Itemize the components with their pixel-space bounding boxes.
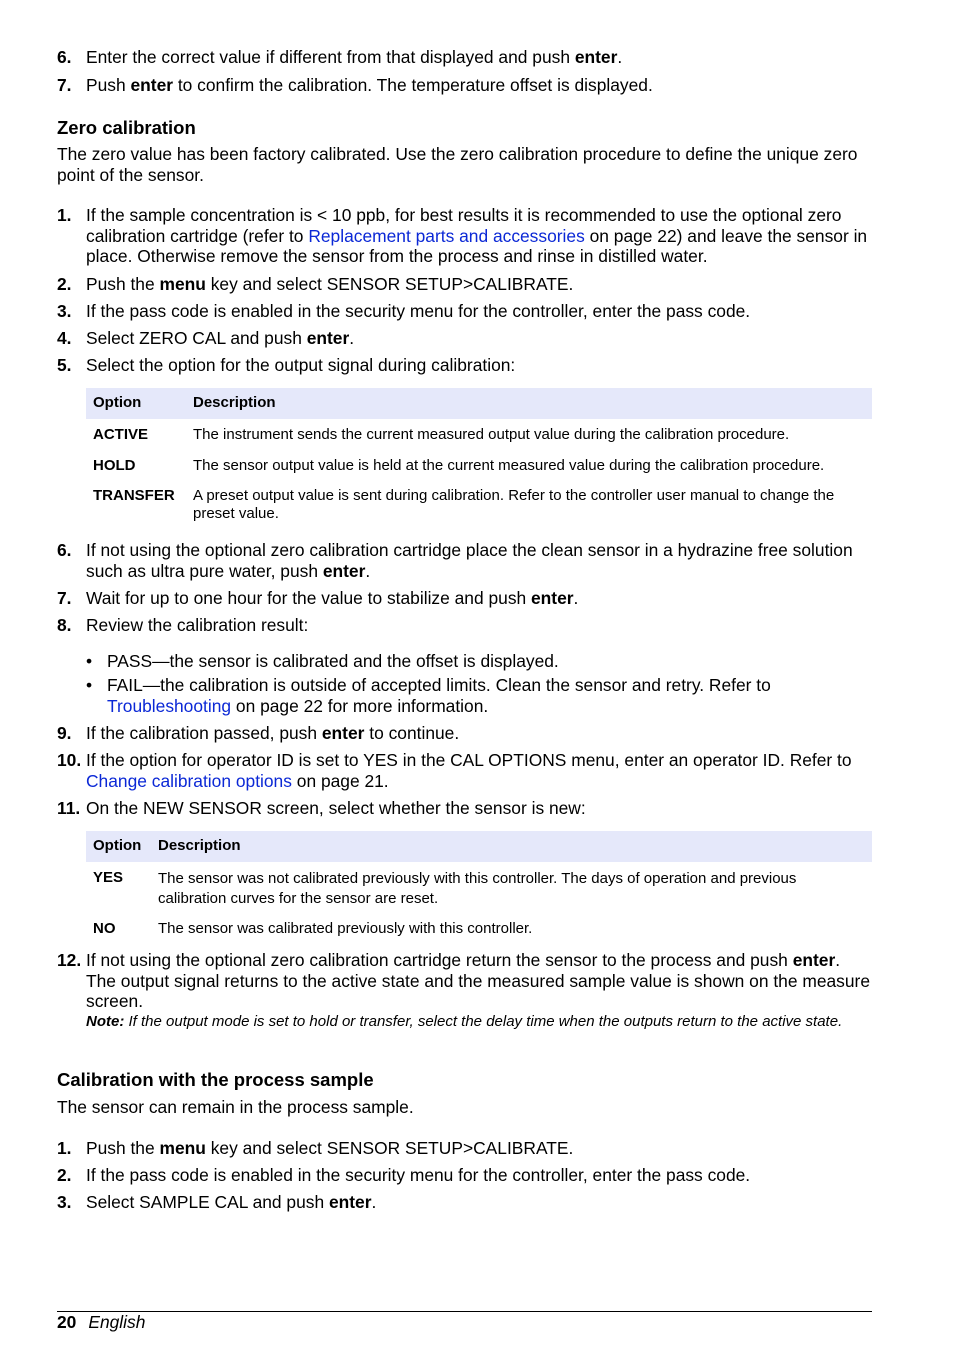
table-row: YES The sensor was not calibrated previously with this controller. The days of operation and previous calibration curves for the sensor are reset. bbox=[93, 869, 797, 907]
process-intro: The sensor can remain in the process sample. bbox=[57, 1097, 414, 1117]
step-7-top: 7. Push enter to confirm the calibration. The temperature offset is displayed. bbox=[57, 75, 653, 95]
zero-step-7: 7. Wait for up to one hour for the value to stabilize and push enter. bbox=[57, 588, 579, 608]
table-row: TRANSFER A preset output value is sent during calibration. Refer to the controller user manual to change the preset value. bbox=[93, 487, 835, 522]
zero-step-9: 9. If the calibration passed, push enter to continue. bbox=[57, 723, 460, 743]
table-row: NO The sensor was calibrated previously with this controller. bbox=[93, 920, 533, 937]
table-header-description: Description bbox=[186, 388, 872, 419]
new-sensor-options-table bbox=[86, 831, 872, 945]
zero-step-3: 3. If the pass code is enabled in the security menu for the controller, enter the pass code. bbox=[57, 301, 751, 321]
zero-step-8: 8. Review the calibration result: bbox=[57, 615, 309, 635]
link-change-calibration-options[interactable]: Change calibration options bbox=[86, 770, 292, 791]
table-row: ACTIVE The instrument sends the current measured output value during the calibration procedure. bbox=[93, 426, 790, 443]
zero-step-1: 1. If the sample concentration is < 10 ppb, for best results it is recommended to use the optional zero calibration cartridge (refer to Replacement parts and accessories on page 22) and leave the sensor in place. Otherwise remove the sensor from the process and rinse in distilled water. bbox=[57, 205, 868, 266]
link-troubleshooting[interactable]: Troubleshooting bbox=[107, 695, 232, 716]
zero-step-2: 2. Push the menu key and select SENSOR SETUP>CALIBRATE. bbox=[57, 274, 574, 294]
output-signal-options-table bbox=[86, 388, 872, 529]
table-header-row bbox=[86, 831, 872, 862]
process-step-3: 3. Select SAMPLE CAL and push enter. bbox=[57, 1192, 377, 1212]
page-footer bbox=[57, 1312, 145, 1332]
heading-process-sample-calibration: Calibration with the process sample bbox=[57, 1069, 374, 1090]
zero-step-4: 4. Select ZERO CAL and push enter. bbox=[57, 328, 355, 348]
step-6-top: 6. Enter the correct value if different from that displayed and push enter. bbox=[57, 47, 623, 67]
process-step-1: 1. Push the menu key and select SENSOR SETUP>CALIBRATE. bbox=[57, 1138, 574, 1158]
zero-step-10: 10. If the option for operator ID is set to YES in the CAL OPTIONS menu, enter an operator ID. Refer to Change calibration options on page 21. bbox=[57, 750, 852, 791]
note: Note: If the output mode is set to hold or transfer, select the delay time when the outputs return to the active state. bbox=[86, 1012, 843, 1030]
heading-zero-calibration: Zero calibration bbox=[57, 117, 196, 138]
list-item: • FAIL—the calibration is outside of accepted limits. Clean the sensor and retry. Refer to Troubleshooting on page 22 for more information. bbox=[86, 675, 771, 716]
zero-intro: The zero value has been factory calibrated. Use the zero calibration procedure to define the unique zero point of the sensor. bbox=[57, 144, 858, 185]
table-header-option: Option bbox=[86, 388, 186, 419]
table-header-description: Description bbox=[151, 831, 872, 862]
list-item: • PASS—the sensor is calibrated and the offset is displayed. bbox=[86, 651, 559, 671]
footer-divider bbox=[57, 1311, 872, 1312]
page-number: 20 bbox=[57, 1312, 77, 1332]
zero-step-5: 5. Select the option for the output signal during calibration: bbox=[57, 355, 516, 375]
process-step-2: 2. If the pass code is enabled in the security menu for the controller, enter the pass code. bbox=[57, 1165, 751, 1185]
table-header-option: Option bbox=[86, 831, 151, 862]
footer-language: English bbox=[88, 1312, 146, 1332]
zero-step-12: 12. If not using the optional zero calibration cartridge return the sensor to the process and push enter. The output signal returns to the active state and the measured sample value is shown on the measure screen. Note: If the output mode is set to hold or transfer, select the delay time when the outputs return to the active state. bbox=[57, 950, 870, 1030]
link-replacement-parts[interactable]: Replacement parts and accessories bbox=[308, 225, 585, 246]
zero-step-11: 11. On the NEW SENSOR screen, select whether the sensor is new: bbox=[57, 798, 586, 818]
zero-step-6: 6. If not using the optional zero calibration cartridge place the clean sensor in a hydrazine free solution such as ultra pure water, push enter. bbox=[57, 540, 853, 581]
table-row: HOLD The sensor output value is held at the current measured value during the calibration procedure. bbox=[93, 456, 825, 474]
table-header-row bbox=[86, 388, 872, 419]
